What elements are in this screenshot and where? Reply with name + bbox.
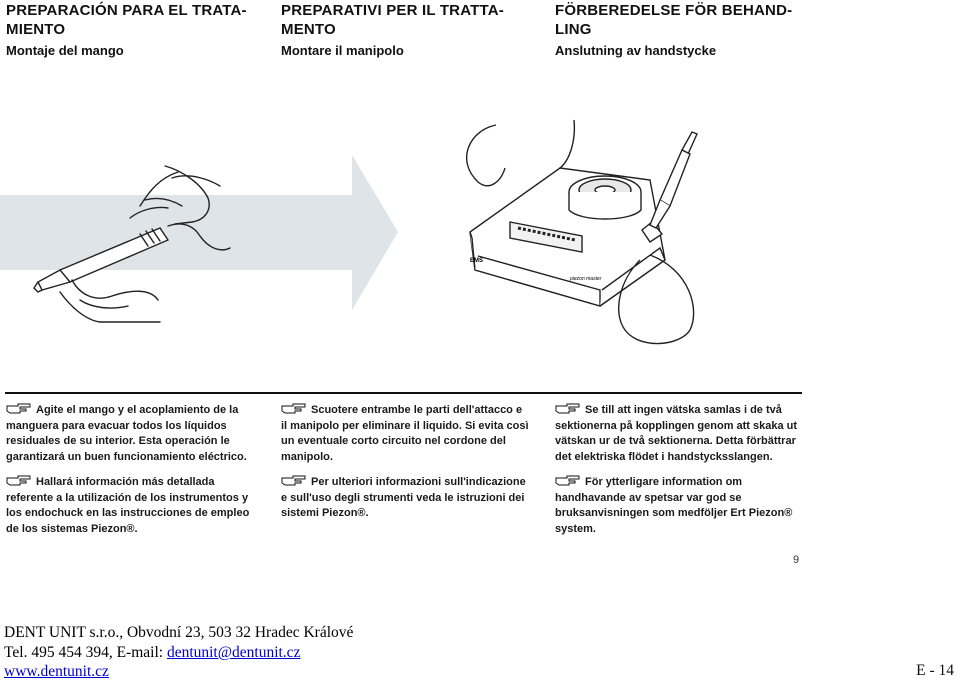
heading-subtitle: Anslutning av handstycke — [555, 43, 717, 58]
pointing-hand-icon — [555, 403, 581, 415]
pointing-hand-icon — [555, 475, 581, 487]
heading-swedish — [555, 0, 817, 59]
section-divider — [5, 392, 802, 394]
page-number: 9 — [793, 554, 800, 566]
device-label-side: piezon master — [570, 276, 602, 282]
pointing-hand-icon — [281, 403, 307, 415]
direction-arrow — [0, 155, 398, 310]
heading-spanish — [6, 0, 268, 59]
page-identifier: E - 14 — [916, 662, 954, 679]
note-item: För ytterligare information om handhavande av spetsar var god se bruksanvisningen som medföljer Ert Piezon® system. — [555, 476, 793, 535]
note-item: Per ulteriori informazioni sull'indicazione e sull'uso degli strumenti veda le istruzioni dei sistemi Piezon®. — [281, 476, 526, 519]
heading-title: PREPARACIÓN PARA EL TRATA- MIENTO — [6, 2, 247, 38]
website-link[interactable]: www.dentunit.cz — [4, 663, 109, 680]
note-item: Scuotere entrambe le parti dell'attacco e il manipolo per eliminare il liquido. Si evita così un eventuale corto circuito nel cordone del manipolo. — [281, 404, 529, 463]
heading-title: PREPARATIVI PER IL TRATTA- MENTO — [281, 2, 504, 38]
note-item: Se till att ingen vätska samlas i de två sektionerna på kopplingen genom att skaka ut vätskan ur de två sektionerna. Detta förbättrar det elektriska flödet i handstycksslangen. — [555, 404, 798, 463]
pointing-hand-icon — [6, 403, 32, 415]
piezon-device — [470, 168, 665, 306]
note-item: Agite el mango y el acoplamiento de la manguera para evacuar todos los líquidos residuales de su interior. Esta operación le garantizará un buen funcionamiento eléctrico. — [6, 404, 247, 463]
notes-spanish — [6, 403, 256, 547]
email-link[interactable]: dentunit@dentunit.cz — [166, 644, 301, 661]
footer-phone: Tel. 495 454 394, E-mail: — [4, 644, 167, 661]
device-label-top: EMS — [470, 258, 484, 264]
footer-company: DENT UNIT s.r.o., Obvodní 23, 503 32 Hradec Králové — [4, 624, 354, 641]
pointing-hand-icon — [281, 475, 307, 487]
footer-website-line — [4, 662, 109, 681]
note-item: Hallará información más detallada referente a la utilización de los instrumentos y los endochuck en las instrucciones de empleo de los sistemas Piezon®. — [6, 476, 250, 535]
heading-italian — [281, 0, 543, 59]
heading-subtitle: Montaje del mango — [6, 43, 124, 58]
device-handpiece — [650, 132, 697, 228]
notes-swedish — [555, 403, 803, 547]
notes-italian — [281, 403, 529, 532]
handpiece-assembly-illustration — [0, 110, 820, 360]
pointing-hand-icon — [6, 475, 32, 487]
heading-title: FÖRBEREDELSE FÖR BEHAND- LING — [555, 2, 793, 38]
footer-contact — [4, 643, 300, 662]
heading-subtitle: Montare il manipolo — [281, 43, 404, 58]
